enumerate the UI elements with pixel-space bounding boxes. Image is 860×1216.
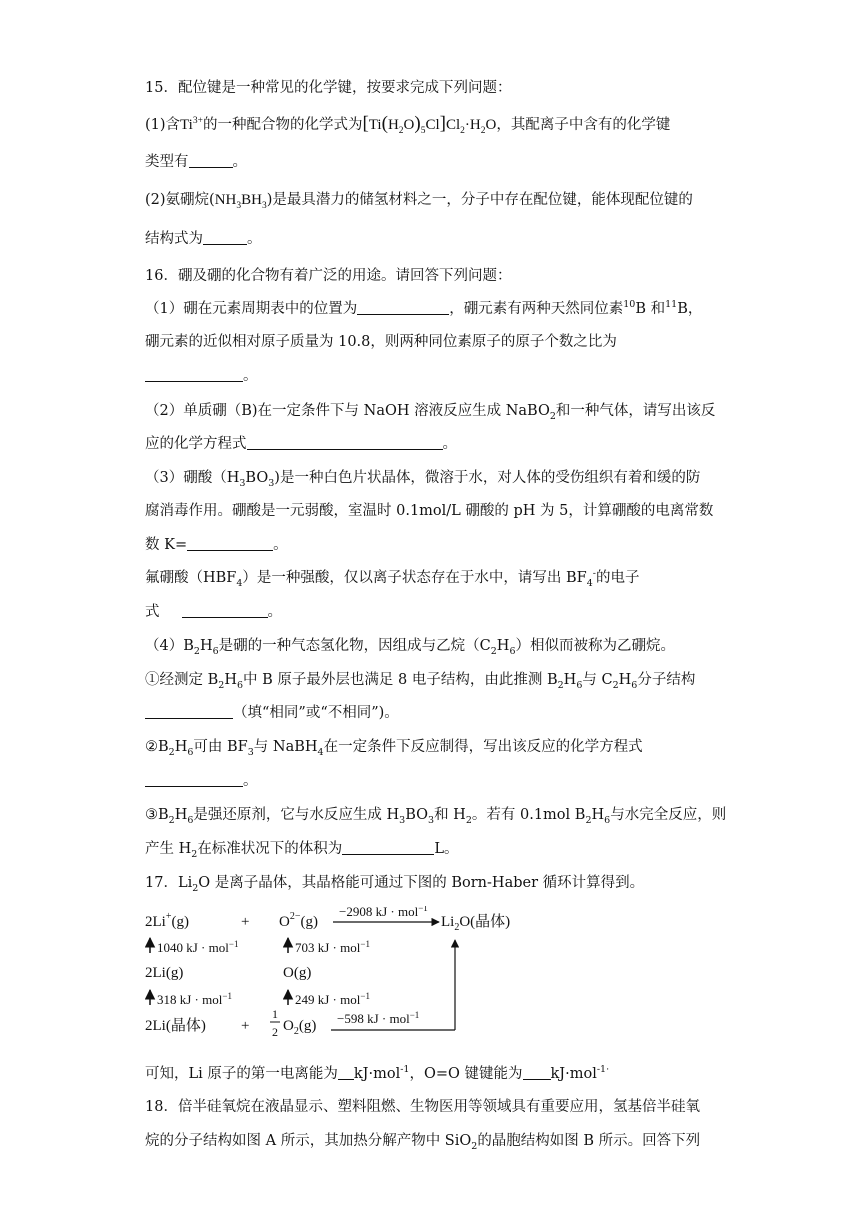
fraction-numerator: 1 [272, 1007, 278, 1021]
q18-line1: 18．倍半硅氧烷在液晶显示、塑料阻燃、生物医用等领域具有重要应用，氢基倍半硅氧 [145, 1099, 700, 1115]
q15-part1-line2: 类型有 。 [145, 154, 247, 170]
answer-blank[interactable] [145, 772, 243, 787]
q16-s1: （1）硼在元素周期表中的位置为 ，硼元素有两种天然同位素$^{10}$B 和$^{11}$B， [145, 299, 703, 317]
ionization-energy-label: 1040 kJ · mol$^{-1}$ [157, 939, 239, 955]
answer-blank[interactable] [145, 367, 243, 382]
li-solid-label: 2Li(晶体) [145, 1018, 206, 1034]
oxide-ion-label: $O^{2-}(g)$ [279, 911, 318, 930]
q16-s3-line5: 式 。 [145, 604, 282, 620]
answer-blank[interactable] [189, 153, 233, 168]
q15-part1: (1)含$Ti^{3+}$的一种配合物的化学式为$[Ti(H_2O)_5Cl]Cl_2\cdot H_2O$，其配离子中含有的化学键 [145, 113, 671, 136]
q15-part2-line2: 结构式为 。 [145, 231, 262, 247]
q16-s3-line2: 腐消毒作用。硼酸是一元弱酸，室温时 0.1mol/L 硼酸的 pH 为 5，计算硼酸的电离常数 [145, 503, 714, 519]
electron-affinity-label: 703 kJ · mol$^{-1}$ [295, 939, 370, 955]
q15-part2: (2)氨硼烷$(NH_3BH_3)$是最具潜力的储氢材料之一，分子中存在配位键，能体现配位键的 [145, 192, 693, 211]
answer-blank[interactable] [247, 435, 443, 450]
li-ion-label: 2Li+(g) [145, 911, 189, 930]
q16-title: 16．硼及硼的化合物有着广泛的用途。请回答下列问题： [145, 268, 512, 284]
lattice-energy-label: −2908 kJ · mol$^{-1}$ [339, 906, 428, 919]
answer-blank[interactable] [357, 300, 449, 315]
q16-s2-line2: 应的化学方程式 。 [145, 436, 457, 452]
q16-c3-line2: 产生 $H_2$在标准状况下的体积为 L。 [145, 841, 459, 860]
q18-line2: 烷的分子结构如图 A 所示，其加热分解产物中 SiO$_2$的晶胞结构如图 B 所示。回答下列 [145, 1133, 701, 1152]
answer-blank[interactable] [338, 1065, 354, 1080]
q16-c2: $②B_2H_6$可由 $BF_3$与 NaBH$_4$在一定条件下反应制得，写出该反应的化学方程式 [145, 739, 643, 758]
answer-blank[interactable] [145, 704, 233, 719]
answer-blank[interactable] [342, 840, 434, 855]
answer-blank[interactable] [187, 536, 273, 551]
plus-sign: + [241, 914, 250, 930]
answer-blank[interactable] [182, 603, 268, 618]
answer-blank[interactable] [523, 1065, 551, 1080]
o-gas-label: O(g) [283, 965, 312, 981]
born-haber-cycle-diagram [145, 906, 525, 1041]
q16-s3-line4: 氟硼酸$(HBF_4)$是一种强酸，仅以离子状态存在于水中，请写出 $BF_4^-$的电子 [145, 568, 640, 589]
q16-s3: （3）硼酸$(H_3BO_3)$是一种白色片状晶体，微溶于水，对人体的受伤组织有着和缓的防 [145, 470, 701, 489]
dissociation-energy-label: 249 kJ · mol$^{-1}$ [295, 991, 370, 1007]
answer-blank[interactable] [203, 230, 247, 245]
q16-s2: （2）单质硼（B)在一定条件下与 NaOH 溶液反应生成 NaBO$_2$和一种气体，请写出该反 [145, 403, 716, 422]
q16-c3: $③B_2H_6$是强还原剂，它与水反应生成 $H_3BO_3$和 $H_2$。若有 0.1mol $B_2H_6$与水完全反应，则 [145, 807, 727, 826]
q16-s1-line2: 硼元素的近似相对原子质量为 10.8，则两种同位素原子的原子个数之比为 [145, 334, 617, 350]
sublimation-energy-label: 318 kJ · mol$^{-1}$ [157, 991, 232, 1007]
product-label: $Li_2O$(晶体) [441, 914, 511, 933]
fraction-denominator: 2 [272, 1025, 278, 1039]
q16-c1-line2: （填“相同”或“不相同”)。 [145, 703, 399, 723]
o2-label: $O_2(g)$ [283, 1018, 317, 1037]
q16-s1-line3: 。 [145, 366, 258, 386]
plus-sign: + [241, 1018, 250, 1034]
q17-title: 17．$Li_2O$ 是离子晶体，其晶格能可通过下图的 Born-Haber 循环计算得到。 [145, 875, 645, 894]
q15-title: 15．配位键是一种常见的化学键，按要求完成下列问题： [145, 80, 512, 96]
q16-s3-line3: 数 K= 。 [145, 537, 288, 553]
li-gas-label: 2Li(g) [145, 965, 184, 981]
q16-c2-line2: 。 [145, 771, 258, 791]
formation-enthalpy-label: −598 kJ · mol$^{-1}$ [337, 1010, 420, 1026]
q16-s4: $(4)B_2H_6$是硼的一种气态氢化物，因组成与乙烷$(C_2H_6)$相似而被称为乙硼烷。 [145, 638, 675, 657]
q16-c1: ①经测定 $B_2H_6$中 B 原子最外层也满足 8 电子结构，由此推测 $B_2H_6$与 $C_2H_6$分子结构 [145, 672, 696, 691]
complex-formula: $[Ti(H_2O)_5Cl]Cl_2\cdot H_2O$ [362, 113, 497, 136]
q17-answer-line: 可知，Li 原子的第一电离能为 kJ·mol$^{-1}$，O=O 键键能为 kJ·mol$^{-1\cdot}$ [145, 1064, 610, 1082]
